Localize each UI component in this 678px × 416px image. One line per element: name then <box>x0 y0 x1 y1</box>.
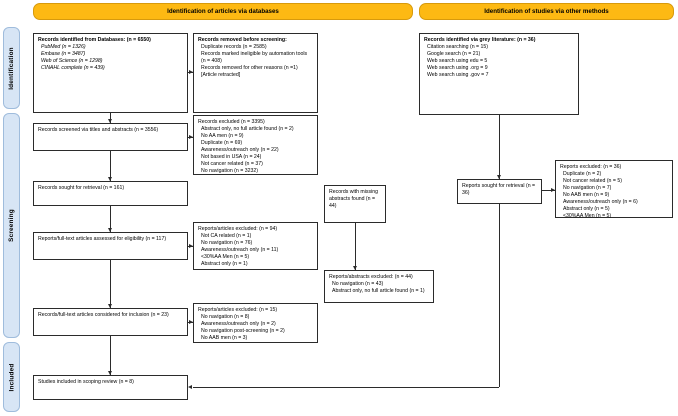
box-reports-excluded-other-title: Reports excluded: (n = 36) <box>560 164 622 170</box>
box-records-excluded-line-1: No AA men (n = 9) <box>201 132 244 139</box>
box-reports-excluded-eligibility-line-4: Abstract only (n = 1) <box>201 260 248 267</box>
banner-other-methods: Identification of studies via other methods <box>419 3 674 20</box>
box-records-excluded-line-0: Abstract only, no full article found (n = 2) <box>201 125 294 132</box>
arrowhead-identified-removed <box>189 70 193 74</box>
box-studies-included-title: Studies included in scoping review (n = 8) <box>38 379 134 385</box>
box-reports-considered <box>33 308 188 336</box>
box-grey-literature-title: Records identified via grey literature: (n = 36) <box>424 37 536 43</box>
box-reports-excluded-eligibility <box>193 222 318 270</box>
box-reports-excluded-other-line-2: No navigation (n = 7) <box>563 184 612 191</box>
box-reports-assessed-title: Reports/full-text articles assessed for eligibility (n = 117) <box>38 236 167 242</box>
box-records-screened-title: Records screened via titles and abstracts (n = 3556) <box>38 127 159 133</box>
box-grey-literature-line-2: Web search using edu = 5 <box>427 57 488 64</box>
box-records-removed-title: Records removed before screening: <box>198 37 287 43</box>
arrowhead-screened-sought <box>108 177 112 181</box>
box-reports-abstracts-excluded-line-1: Abstract only, no full article found (n = 1) <box>332 287 425 294</box>
connector-other-to-included-horizontal <box>193 387 499 388</box>
connector-considered-included <box>110 336 111 375</box>
box-reports-excluded-other-line-4: Awareness/outreach only (n = 6) <box>563 198 638 205</box>
box-records-excluded-line-5: Not cancer related (n = 37) <box>201 160 263 167</box>
box-grey-literature-line-4: Web search using .gov = 7 <box>427 71 489 78</box>
box-records-identified-title: Records identified from Databases: (n = 6550) <box>38 37 151 43</box>
arrowhead-assessed-excluded <box>189 244 193 248</box>
box-reports-abstracts-excluded <box>324 270 434 303</box>
box-records-identified <box>33 33 188 113</box>
arrowhead-considered-included <box>108 371 112 375</box>
arrowhead-grey-sought <box>497 175 501 179</box>
box-reports-excluded-inclusion-line-1: Awareness/outreach only (n = 2) <box>201 320 276 327</box>
box-records-removed <box>193 33 318 113</box>
box-records-excluded-line-3: Awareness/outreach only (n = 22) <box>201 146 279 153</box>
box-records-excluded-title: Records excluded (n = 3395) <box>198 119 265 125</box>
arrowhead-other-to-included <box>188 385 192 389</box>
box-records-identified-line-0: PubMed (n = 1326) <box>41 43 86 50</box>
box-reports-excluded-inclusion-title: Reports/articles excluded: (n = 15) <box>198 307 278 313</box>
box-records-identified-line-1: Embase (n = 3487) <box>41 50 86 57</box>
box-grey-literature-line-3: Web search using .org = 9 <box>427 64 488 71</box>
arrowhead-considered-excluded <box>189 320 193 324</box>
box-reports-considered-title: Records/full-text articles considered for inclusion (n = 23) <box>38 312 169 318</box>
box-reports-excluded-inclusion <box>193 303 318 343</box>
box-records-excluded <box>193 115 318 175</box>
box-studies-included <box>33 375 188 400</box>
box-records-identified-line-3: CINAHL complete (n = 439) <box>41 64 105 71</box>
box-reports-excluded-eligibility-title: Reports/articles excluded: (n = 94) <box>198 226 278 232</box>
box-grey-literature-line-0: Citation searching (n = 15) <box>427 43 488 50</box>
phase-label-screening-text: Screening <box>8 209 16 242</box>
connector-assessed-considered <box>110 260 111 308</box>
box-reports-excluded-eligibility-line-2: Awareness/outreach only (n = 11) <box>201 246 279 253</box>
box-records-removed-line-1: Records marked ineligible by automation tools (n = 408) <box>201 50 308 64</box>
box-records-identified-line-2: Web of Science (n = 1298) <box>41 57 103 64</box>
phase-label-identification <box>3 27 20 109</box>
box-records-excluded-line-2: Duplicate (n = 69) <box>201 139 243 146</box>
box-records-sought-title: Records sought for retrieval (n = 161) <box>38 185 125 191</box>
box-reports-sought-other <box>457 179 542 204</box>
box-reports-excluded-other-line-5: Abstract only (n = 5) <box>563 205 610 212</box>
box-reports-excluded-other-line-1: Not cancer related (n = 5) <box>563 177 622 184</box>
box-reports-excluded-other-line-0: Duplicate (n = 2) <box>563 170 602 177</box>
box-reports-excluded-inclusion-line-2: No navigation post-screening (n = 2) <box>201 327 285 334</box>
box-records-excluded-line-6: No navigation (n = 3232) <box>201 167 258 174</box>
box-records-missing-abstracts-title: Records with missing abstracts found (n = 44) <box>329 189 379 209</box>
box-reports-excluded-inclusion-line-0: No navigation (n = 8) <box>201 313 250 320</box>
box-reports-excluded-other <box>555 160 673 218</box>
arrowhead-sought-assessed <box>108 228 112 232</box>
box-records-sought <box>33 181 188 206</box>
arrowhead-screened-excluded <box>189 135 193 139</box>
box-records-removed-line-2: Records removed for other reasons (n =1) [Article retracted] <box>201 64 298 78</box>
box-reports-sought-other-title: Reports sought for retrieval (n = 36) <box>462 183 536 196</box>
arrowhead-assessed-considered <box>108 304 112 308</box>
box-reports-abstracts-excluded-title: Reports/abstracts excluded: (n = 44) <box>329 274 413 280</box>
arrowhead-missing-abstracts-excluded <box>353 266 357 270</box>
box-reports-excluded-inclusion-line-3: No AAB men (n = 3) <box>201 334 248 341</box>
box-records-missing-abstracts <box>324 185 386 223</box>
box-reports-excluded-eligibility-line-3: <30%AA Men (n = 5) <box>201 253 250 260</box>
box-records-excluded-line-4: Not based in USA (n = 24) <box>201 153 262 160</box>
arrowhead-identified-screened <box>108 119 112 123</box>
box-grey-literature-line-1: Google search (n = 21) <box>427 50 481 57</box>
phase-label-included-text: Included <box>8 363 15 391</box>
box-records-removed-line-0: Duplicate records (n = 2585) <box>201 43 267 50</box>
box-reports-excluded-other-line-6: <30%AA Men (n = 5) <box>563 212 612 219</box>
box-reports-excluded-eligibility-line-1: No navigation (n = 76) <box>201 239 253 246</box>
arrowhead-sought-other-excluded <box>551 188 555 192</box>
box-reports-abstracts-excluded-line-0: No navigation (n = 43) <box>332 280 384 287</box>
connector-other-to-included-vertical <box>499 204 500 387</box>
banner-databases: Identification of articles via databases <box>33 3 413 20</box>
box-reports-excluded-other-line-3: No AAB men (n = 9) <box>563 191 610 198</box>
box-reports-excluded-eligibility-line-0: Not CA related (n = 1) <box>201 232 252 239</box>
box-reports-assessed <box>33 232 188 260</box>
box-grey-literature <box>419 33 579 115</box>
phase-label-included <box>3 342 20 412</box>
phase-label-screening <box>3 113 20 338</box>
connector-missing-abstracts-excluded <box>355 223 356 270</box>
connector-grey-sought <box>499 115 500 179</box>
phase-label-identification-text: Identification <box>8 46 16 90</box>
box-records-screened <box>33 123 188 151</box>
